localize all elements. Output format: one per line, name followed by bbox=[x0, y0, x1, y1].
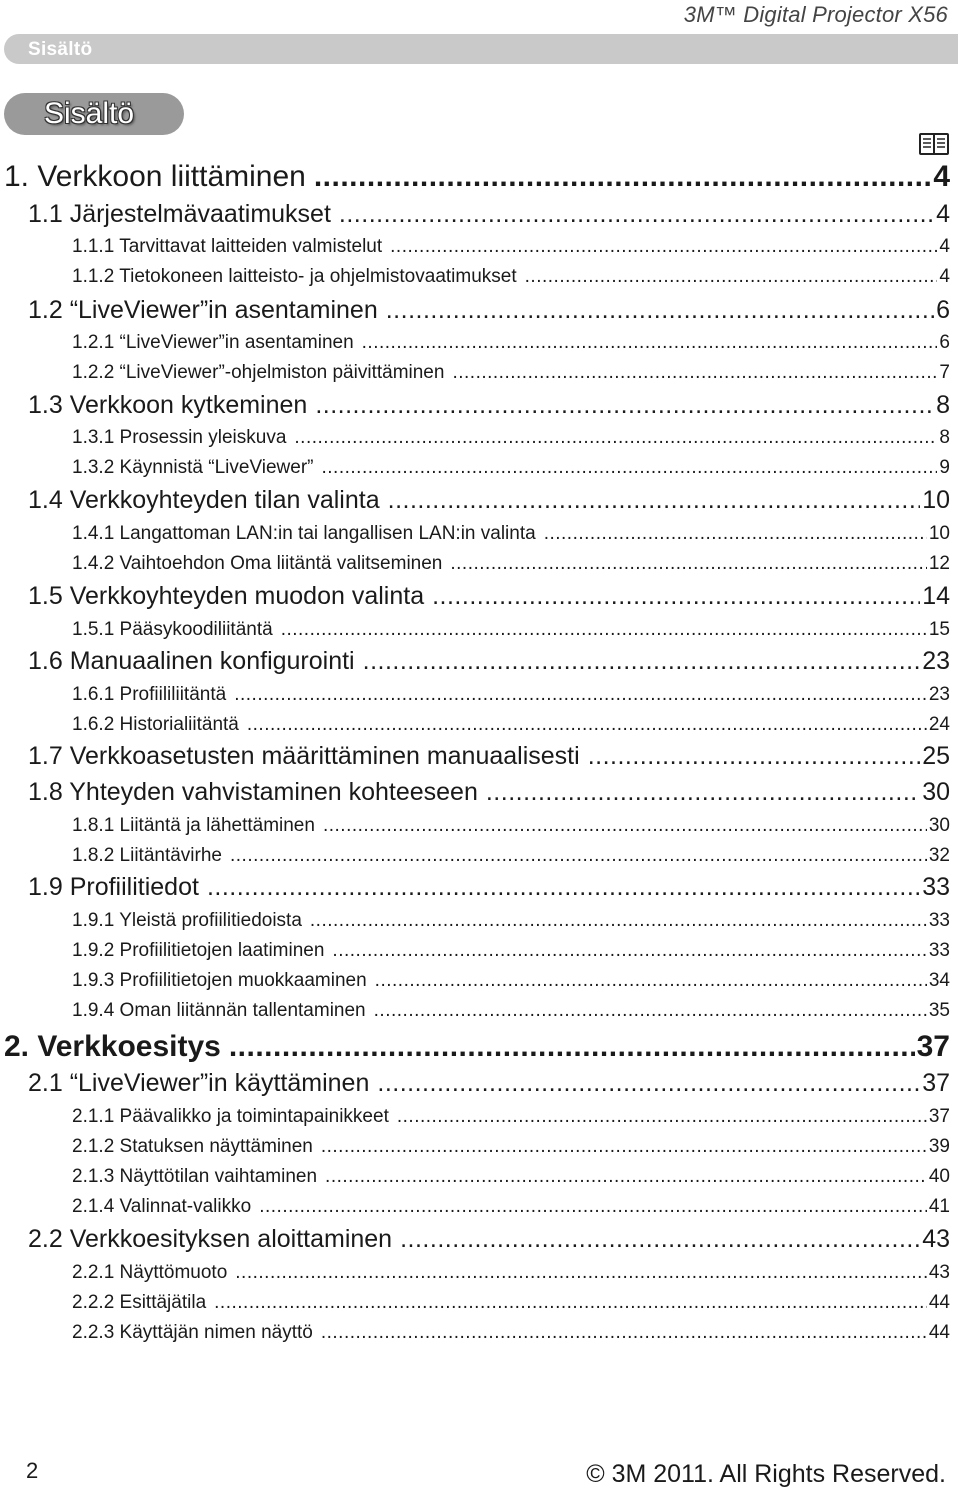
toc-label: 1.5 Verkkoyhteyden muodon valinta bbox=[28, 582, 425, 610]
toc-subsection[interactable] bbox=[72, 457, 950, 479]
toc-label: 1.6.2 Historialiitäntä bbox=[72, 714, 239, 735]
toc-subsection[interactable] bbox=[72, 362, 950, 384]
toc-page: 32 bbox=[928, 845, 950, 866]
toc-subsection[interactable] bbox=[72, 970, 950, 992]
toc-leader bbox=[397, 1106, 927, 1128]
toc-leader bbox=[214, 1292, 927, 1314]
toc-page: 24 bbox=[928, 714, 950, 735]
toc-chapter[interactable] bbox=[4, 1030, 950, 1064]
toc-leader bbox=[321, 1136, 927, 1158]
toc-leader bbox=[229, 1030, 915, 1064]
toc-label: 2.1.4 Valinnat-valikko bbox=[72, 1196, 252, 1217]
toc-section[interactable] bbox=[28, 873, 950, 902]
toc-label: 1.6.1 Profiililiitäntä bbox=[72, 684, 227, 705]
toc-label: 1.2.2 “LiveViewer”-ohjelmiston päivittäminen bbox=[72, 362, 445, 383]
toc-leader bbox=[315, 391, 934, 420]
book-icon bbox=[919, 133, 949, 155]
toc-page: 4 bbox=[936, 200, 950, 228]
toc-label: 1.8.2 Liitäntävirhe bbox=[72, 845, 222, 866]
toc-page: 4 bbox=[933, 160, 950, 193]
toc-leader bbox=[544, 523, 927, 545]
toc-page: 37 bbox=[922, 1069, 950, 1097]
toc-page: 8 bbox=[939, 427, 950, 448]
toc-page: 41 bbox=[928, 1196, 950, 1217]
toc-page: 37 bbox=[928, 1106, 950, 1127]
toc-leader bbox=[294, 427, 937, 449]
toc-page: 43 bbox=[922, 1225, 950, 1253]
toc-page: 7 bbox=[939, 362, 950, 383]
toc-page: 8 bbox=[936, 391, 950, 419]
toc-section[interactable] bbox=[28, 296, 950, 325]
toc-subsection[interactable] bbox=[72, 910, 950, 932]
toc-leader bbox=[235, 1262, 927, 1284]
toc-page: 39 bbox=[928, 1136, 950, 1157]
toc-section[interactable] bbox=[28, 647, 950, 676]
toc-page: 44 bbox=[928, 1322, 950, 1343]
toc-leader bbox=[339, 200, 934, 229]
toc-leader bbox=[247, 714, 927, 736]
toc-leader bbox=[314, 160, 931, 194]
toc-label: 1.9 Profiilitiedot bbox=[28, 873, 199, 901]
toc-section[interactable] bbox=[28, 486, 950, 515]
toc-leader bbox=[362, 332, 938, 354]
toc-page: 25 bbox=[922, 742, 950, 770]
toc-subsection[interactable] bbox=[72, 1000, 950, 1022]
toc-subsection[interactable] bbox=[72, 940, 950, 962]
toc-page: 14 bbox=[922, 582, 950, 610]
toc-page: 40 bbox=[928, 1166, 950, 1187]
toc-leader bbox=[234, 684, 927, 706]
toc-label: 2.2.3 Käyttäjän nimen näyttö bbox=[72, 1322, 313, 1343]
toc-page: 35 bbox=[928, 1000, 950, 1021]
toc-label: 1.9.4 Oman liitännän tallentaminen bbox=[72, 1000, 366, 1021]
toc-page: 9 bbox=[939, 457, 950, 478]
toc-leader bbox=[390, 236, 937, 258]
toc-section[interactable] bbox=[28, 742, 950, 771]
toc-label: 1.4.1 Langattoman LAN:in tai langallisen LAN:in valinta bbox=[72, 523, 536, 544]
toc-page: 30 bbox=[922, 778, 950, 806]
toc-label: 1.8 Yhteyden vahvistaminen kohteeseen bbox=[28, 778, 478, 806]
toc-subsection[interactable] bbox=[72, 1322, 950, 1344]
toc-leader bbox=[400, 1225, 920, 1254]
toc-section[interactable] bbox=[28, 391, 950, 420]
toc-page: 23 bbox=[922, 647, 950, 675]
toc-label: 1.4.2 Vaihtoehdon Oma liitäntä valitseminen bbox=[72, 553, 443, 574]
section-bar-label: Sisältö bbox=[28, 39, 93, 60]
toc-page: 33 bbox=[928, 940, 950, 961]
toc-subsection[interactable] bbox=[72, 523, 950, 545]
toc-section[interactable] bbox=[28, 582, 950, 611]
document-title: 3M™ Digital Projector X56 bbox=[683, 2, 948, 27]
page-number: 2 bbox=[26, 1458, 39, 1483]
toc-page: 37 bbox=[916, 1030, 950, 1063]
toc-label: 2.2.1 Näyttömuoto bbox=[72, 1262, 228, 1283]
copyright-notice: © 3M 2011. All Rights Reserved. bbox=[586, 1460, 946, 1488]
toc-label: 1.2.1 “LiveViewer”in asentaminen bbox=[72, 332, 354, 353]
toc-label: 2.2.2 Esittäjätila bbox=[72, 1292, 207, 1313]
toc-leader bbox=[452, 362, 937, 384]
toc-page: 43 bbox=[928, 1262, 950, 1283]
toc-leader bbox=[363, 647, 921, 676]
toc-subsection[interactable] bbox=[72, 1106, 950, 1128]
toc-label: 2.2 Verkkoesityksen aloittaminen bbox=[28, 1225, 393, 1253]
toc-label: 1.9.1 Yleistä profiilitiedoista bbox=[72, 910, 302, 931]
toc-chapter[interactable] bbox=[4, 160, 950, 194]
toc-subsection[interactable] bbox=[72, 1196, 950, 1218]
toc-leader bbox=[322, 457, 938, 479]
toc-label: 1.1.1 Tarvittavat laitteiden valmistelut bbox=[72, 236, 383, 257]
toc-subsection[interactable] bbox=[72, 332, 950, 354]
section-bar bbox=[4, 34, 958, 64]
toc-page: 10 bbox=[928, 523, 950, 544]
toc-leader bbox=[525, 266, 938, 288]
toc-subsection[interactable] bbox=[72, 714, 950, 736]
toc-label: 1.4 Verkkoyhteyden tilan valinta bbox=[28, 486, 380, 514]
toc-leader bbox=[375, 970, 927, 992]
page-heading bbox=[4, 93, 184, 135]
toc-leader bbox=[377, 1069, 920, 1098]
toc-subsection[interactable] bbox=[72, 815, 950, 837]
toc-leader bbox=[332, 940, 926, 962]
toc-leader bbox=[450, 553, 926, 575]
toc-leader bbox=[374, 1000, 927, 1022]
toc-subsection[interactable] bbox=[72, 684, 950, 706]
toc-label: 1.5.1 Pääsykoodiliitäntä bbox=[72, 619, 273, 640]
toc-page: 15 bbox=[928, 619, 950, 640]
toc-subsection[interactable] bbox=[72, 619, 950, 641]
toc-leader bbox=[588, 742, 921, 771]
toc-leader bbox=[388, 486, 921, 515]
toc-leader bbox=[259, 1196, 927, 1218]
toc-leader bbox=[281, 619, 927, 641]
toc-label: 1.3.1 Prosessin yleiskuva bbox=[72, 427, 287, 448]
toc-page: 10 bbox=[922, 486, 950, 514]
toc-subsection[interactable] bbox=[72, 553, 950, 575]
toc-label: 1.6 Manuaalinen konfigurointi bbox=[28, 647, 355, 675]
toc-label: 1.3 Verkkoon kytkeminen bbox=[28, 391, 308, 419]
toc-section[interactable] bbox=[28, 778, 950, 807]
toc-label: 1.1.2 Tietokoneen laitteisto- ja ohjelmistovaatimukset bbox=[72, 266, 517, 287]
toc-page: 30 bbox=[928, 815, 950, 836]
toc-subsection[interactable] bbox=[72, 266, 950, 288]
toc-page: 34 bbox=[928, 970, 950, 991]
toc-label: 2. Verkkoesitys bbox=[4, 1030, 221, 1063]
toc-subsection[interactable] bbox=[72, 1292, 950, 1314]
page-heading-label: Sisältö bbox=[44, 97, 135, 130]
toc-subsection[interactable] bbox=[72, 236, 950, 258]
toc-page: 6 bbox=[936, 296, 950, 324]
toc-page: 4 bbox=[939, 236, 950, 257]
toc-leader bbox=[432, 582, 920, 611]
toc-label: 2.1 “LiveViewer”in käyttäminen bbox=[28, 1069, 370, 1097]
toc-page: 23 bbox=[928, 684, 950, 705]
toc-leader bbox=[321, 1322, 927, 1344]
toc-page: 6 bbox=[939, 332, 950, 353]
toc-subsection[interactable] bbox=[72, 427, 950, 449]
toc-label: 1. Verkkoon liittäminen bbox=[4, 160, 306, 193]
toc-leader bbox=[386, 296, 934, 325]
toc-label: 1.2 “LiveViewer”in asentaminen bbox=[28, 296, 378, 324]
toc-label: 2.1.1 Päävalikko ja toimintapainikkeet bbox=[72, 1106, 389, 1127]
toc-label: 1.9.2 Profiilitietojen laatiminen bbox=[72, 940, 325, 961]
toc-label: 1.8.1 Liitäntä ja lähettäminen bbox=[72, 815, 315, 836]
toc-label: 2.1.3 Näyttötilan vaihtaminen bbox=[72, 1166, 318, 1187]
toc-label: 1.7 Verkkoasetusten määrittäminen manuaalisesti bbox=[28, 742, 580, 770]
toc-leader bbox=[310, 910, 927, 932]
toc-section[interactable] bbox=[28, 1069, 950, 1098]
toc-section[interactable] bbox=[28, 1225, 950, 1254]
toc-section[interactable] bbox=[28, 200, 950, 229]
toc-subsection[interactable] bbox=[72, 845, 950, 867]
toc-label: 2.1.2 Statuksen näyttäminen bbox=[72, 1136, 313, 1157]
toc-leader bbox=[325, 1166, 927, 1188]
toc-page: 33 bbox=[922, 873, 950, 901]
toc-label: 1.3.2 Käynnistä “LiveViewer” bbox=[72, 457, 314, 478]
toc-page: 44 bbox=[928, 1292, 950, 1313]
toc-page: 12 bbox=[928, 553, 950, 574]
toc-page: 33 bbox=[928, 910, 950, 931]
toc-leader bbox=[323, 815, 927, 837]
toc-leader bbox=[230, 845, 927, 867]
toc-label: 1.9.3 Profiilitietojen muokkaaminen bbox=[72, 970, 367, 991]
toc-label: 1.1 Järjestelmävaatimukset bbox=[28, 200, 331, 228]
toc-subsection[interactable] bbox=[72, 1136, 950, 1158]
toc-subsection[interactable] bbox=[72, 1166, 950, 1188]
toc-leader bbox=[207, 873, 920, 902]
toc-subsection[interactable] bbox=[72, 1262, 950, 1284]
toc-page: 4 bbox=[939, 266, 950, 287]
toc-leader bbox=[486, 778, 920, 807]
